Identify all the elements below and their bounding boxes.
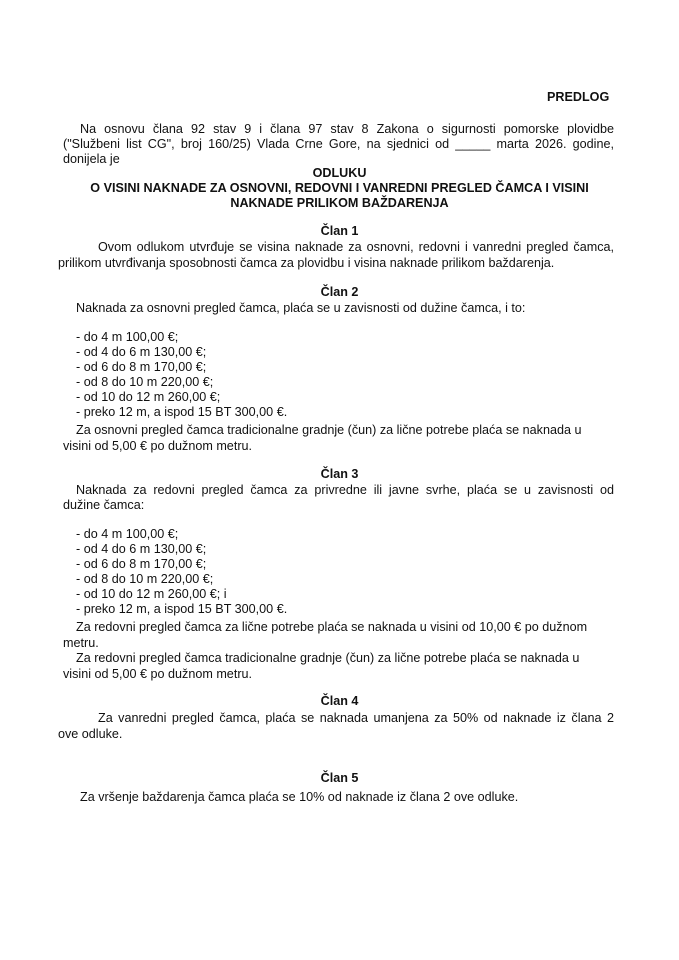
article-text: visini od 5,00 € po dužnom metru. [63,439,253,453]
article-text: Naknada za redovni pregled čamca za privredne ili javne svrhe, plaća se u zavisnosti od [76,483,614,497]
article-heading: Član 3 [320,467,359,481]
article-text: prilikom utvrđivanja sposobnosti čamca za plovidbu i visina naknade prilikom baždarenja. [58,256,555,270]
title-line: O VISINI NAKNADE ZA OSNOVNI, REDOVNI I VANREDNI PREGLED ČAMCA I VISINI [90,181,589,195]
list-item: - do 4 m 100,00 €; [76,527,179,541]
article-text: Za redovni pregled čamca tradicionalne gradnje (čun) za lične potrebe plaća se naknada u [76,651,580,665]
fee-list [76,527,287,617]
list-item: - od 8 do 10 m 220,00 €; [76,572,214,586]
preamble-line: Na osnovu člana 92 stav 9 i člana 97 stav 8 Zakona o sigurnosti pomorske plovidbe [80,122,614,136]
title-line: ODLUKU [312,166,367,180]
list-item: - od 4 do 6 m 130,00 €; [76,345,207,359]
preamble-line: donijela je [63,152,120,166]
article-heading: Član 2 [320,285,359,299]
list-item: - do 4 m 100,00 €; [76,330,179,344]
title-line: NAKNADE PRILIKOM BAŽDARENJA [230,196,449,210]
list-item: - preko 12 m, a ispod 15 BT 300,00 €. [76,602,288,616]
fee-list [76,330,287,420]
list-item: - od 4 do 6 m 130,00 €; [76,542,207,556]
preamble-line: ("Službeni list CG", broj 160/25) Vlada Crne Gore, na sjednici od _____ marta 2026. godine, [63,137,614,151]
article-heading: Član 5 [320,771,359,785]
article-text: metru. [63,636,99,650]
article-text: dužine čamca: [63,498,145,512]
article-text: visini od 5,00 € po dužnom metru. [63,667,253,681]
article-text: Ovom odlukom utvrđuje se visina naknade za osnovni, redovni i vanredni pregled čamca, [98,240,614,254]
article-text: Za vršenje baždarenja čamca plaća se 10% od naknade iz člana 2 ove odluke. [80,790,519,804]
article-heading: Član 4 [320,694,359,708]
list-item: - od 10 do 12 m 260,00 €; [76,390,221,404]
article-text: Za redovni pregled čamca za lične potrebe plaća se naknada u visini od 10,00 € po dužnom [76,620,588,634]
article-text: Za vanredni pregled čamca, plaća se naknada umanjena za 50% od naknade iz člana 2 [98,711,614,725]
list-item: - od 10 do 12 m 260,00 €; i [76,587,227,601]
predlog-label: PREDLOG [547,90,610,104]
article-heading: Član 1 [320,224,359,238]
article-text: Za osnovni pregled čamca tradicionalne gradnje (čun) za lične potrebe plaća se naknada u [76,423,582,437]
list-item: - preko 12 m, a ispod 15 BT 300,00 €. [76,405,288,419]
article-text: Naknada za osnovni pregled čamca, plaća se u zavisnosti od dužine čamca, i to: [76,301,526,315]
list-item: - od 8 do 10 m 220,00 €; [76,375,214,389]
list-item: - od 6 do 8 m 170,00 €; [76,360,207,374]
list-item: - od 6 do 8 m 170,00 €; [76,557,207,571]
article-text: ove odluke. [58,727,123,741]
